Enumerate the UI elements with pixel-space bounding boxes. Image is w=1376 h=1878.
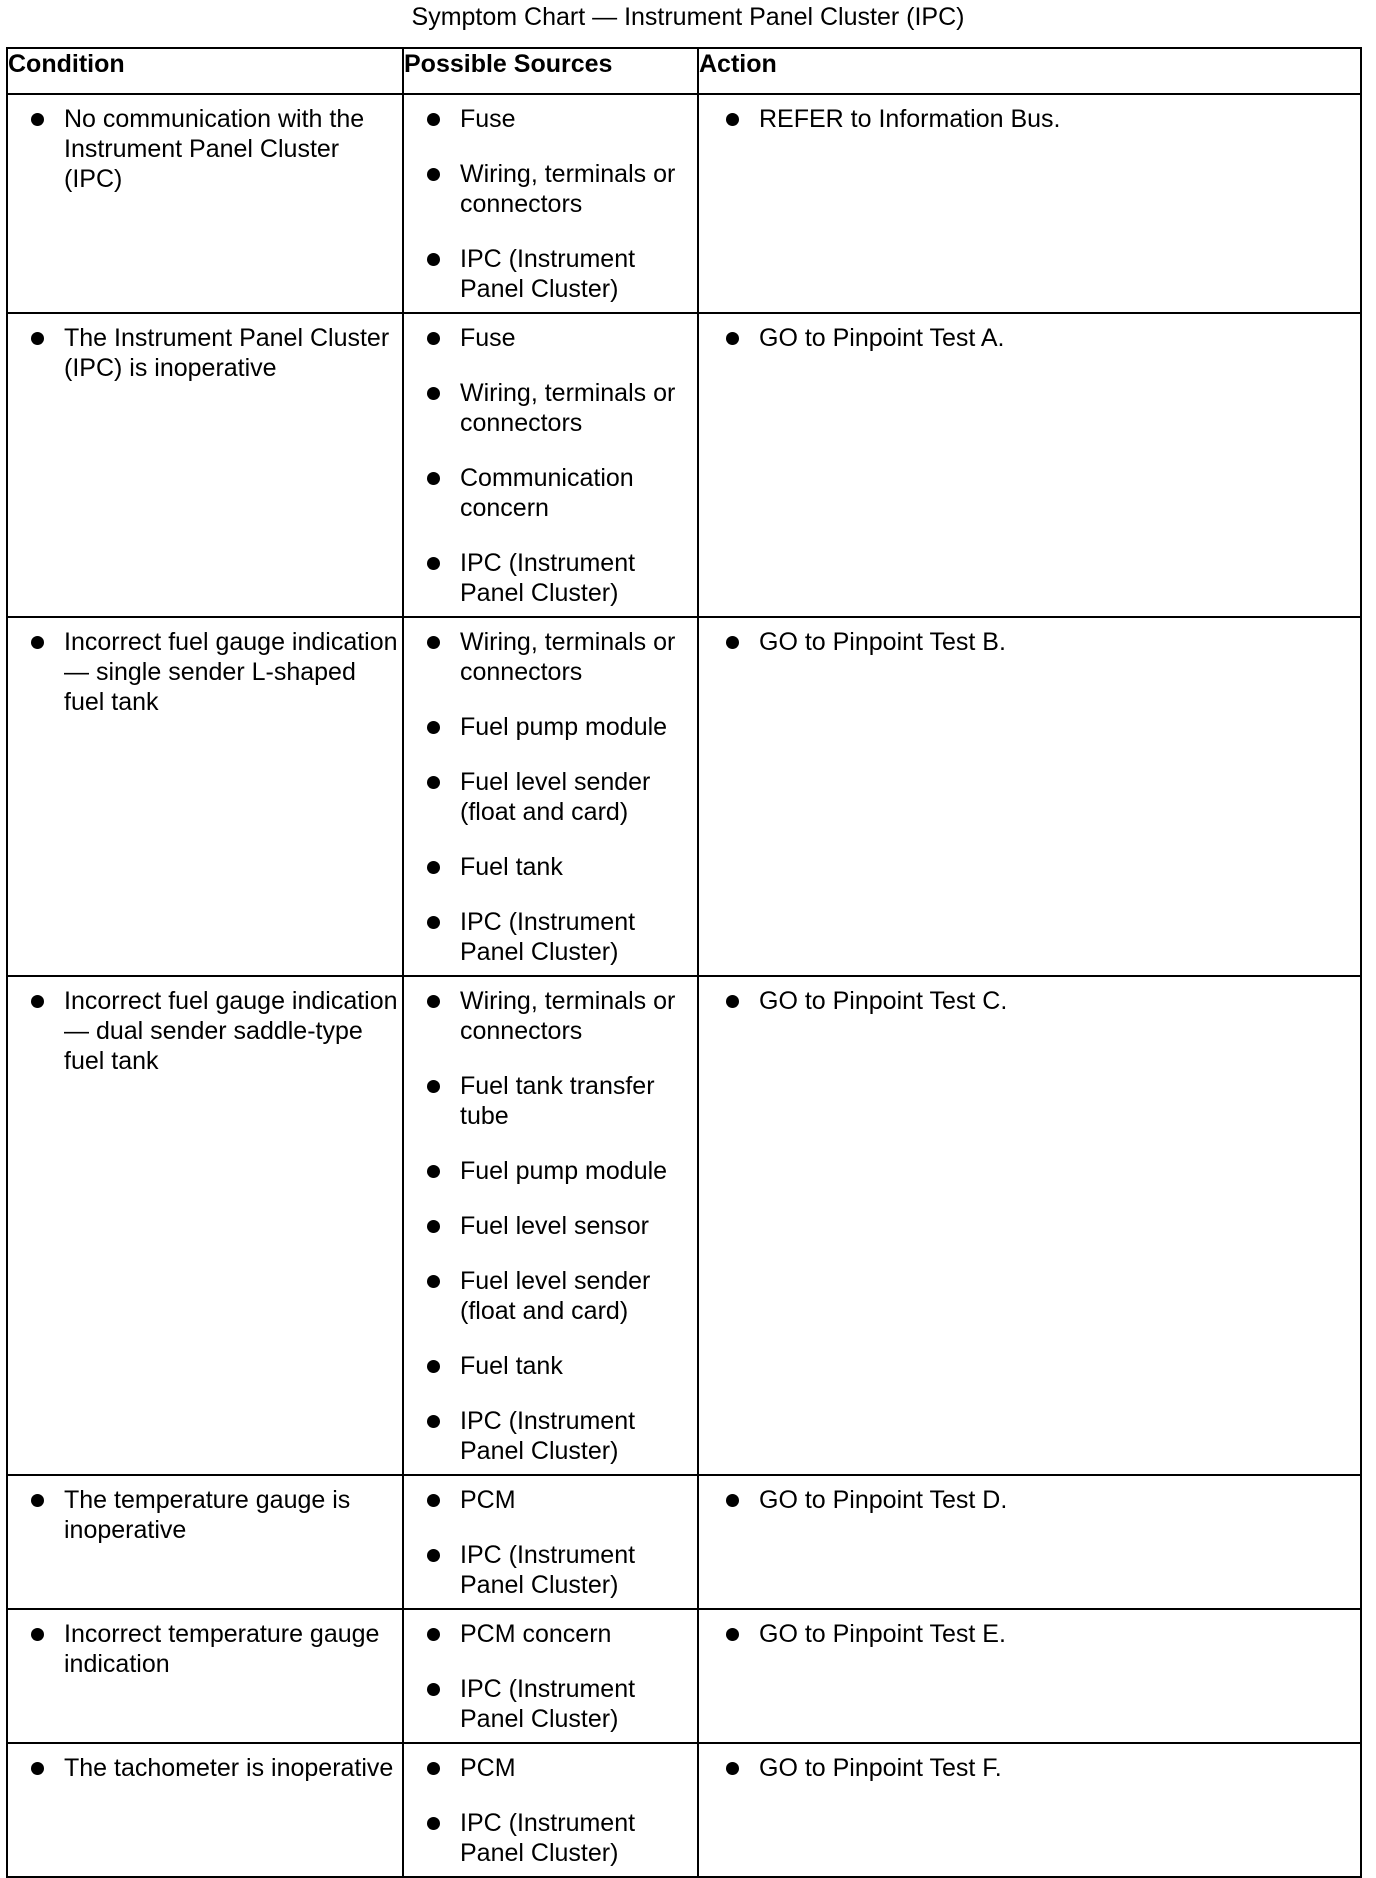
- bullet-icon: [427, 332, 440, 345]
- bullet-list: [404, 314, 697, 608]
- table-row: [7, 313, 1361, 617]
- condition-cell: [7, 313, 403, 617]
- condition-cell: [7, 617, 403, 976]
- list-item-text: Wiring, terminals or connectors: [460, 628, 676, 686]
- bullet-list: [699, 95, 1360, 134]
- bullet-icon: [427, 916, 440, 929]
- list-item: [404, 852, 693, 882]
- bullet-icon: [31, 995, 44, 1008]
- list-item: [404, 378, 693, 438]
- action-cell: [698, 1475, 1361, 1609]
- bullet-icon: [427, 253, 440, 266]
- list-item-text: Fuel pump module: [460, 1157, 668, 1185]
- list-item-text: GO to Pinpoint Test B.: [759, 628, 1006, 656]
- list-item: [404, 159, 693, 219]
- list-item: [404, 1351, 693, 1381]
- list-item-text: Wiring, terminals or connectors: [460, 987, 676, 1045]
- header-possible-sources: Possible Sources: [403, 48, 698, 94]
- bullet-icon: [427, 1275, 440, 1288]
- bullet-icon: [427, 472, 440, 485]
- header-condition: Condition: [7, 48, 403, 94]
- bullet-list: [8, 618, 402, 717]
- list-item: [404, 548, 693, 608]
- list-item: [8, 986, 398, 1076]
- bullet-icon: [726, 636, 739, 649]
- list-item-text: Wiring, terminals or connectors: [460, 379, 676, 437]
- possible-sources-cell: [403, 94, 698, 313]
- list-item-text: GO to Pinpoint Test C.: [759, 987, 1008, 1015]
- list-item: [404, 1808, 693, 1868]
- list-item: [699, 627, 1356, 657]
- action-cell: [698, 1609, 1361, 1743]
- possible-sources-cell: [403, 1609, 698, 1743]
- header-action: Action: [698, 48, 1361, 94]
- bullet-icon: [726, 113, 739, 126]
- bullet-icon: [427, 168, 440, 181]
- bullet-list: [404, 1476, 697, 1600]
- bullet-list: [699, 1476, 1360, 1515]
- bullet-icon: [427, 1165, 440, 1178]
- list-item: [404, 1071, 693, 1131]
- list-item: [8, 323, 398, 383]
- list-item: [404, 767, 693, 827]
- bullet-icon: [427, 776, 440, 789]
- list-item-text: The tachometer is inoperative: [64, 1754, 394, 1782]
- table-row: [7, 617, 1361, 976]
- bullet-icon: [726, 995, 739, 1008]
- bullet-icon: [427, 1415, 440, 1428]
- table-row: [7, 1609, 1361, 1743]
- list-item-text: Fuel tank: [460, 1352, 563, 1380]
- bullet-icon: [427, 721, 440, 734]
- list-item-text: IPC (Instrument Panel Cluster): [460, 549, 636, 607]
- table-row: [7, 1743, 1361, 1877]
- list-item-text: Communication concern: [460, 464, 634, 522]
- bullet-list: [8, 314, 402, 383]
- bullet-icon: [726, 1494, 739, 1507]
- bullet-icon: [427, 1817, 440, 1830]
- list-item-text: IPC (Instrument Panel Cluster): [460, 1809, 636, 1867]
- action-cell: [698, 313, 1361, 617]
- list-item-text: REFER to Information Bus.: [759, 105, 1061, 133]
- bullet-icon: [427, 995, 440, 1008]
- list-item-text: Fuse: [460, 105, 516, 133]
- list-item-text: Fuel level sender (float and card): [460, 1267, 651, 1325]
- bullet-list: [699, 314, 1360, 353]
- bullet-icon: [427, 1360, 440, 1373]
- bullet-list: [8, 1610, 402, 1679]
- list-item-text: Fuel tank: [460, 853, 563, 881]
- list-item-text: PCM: [460, 1486, 516, 1514]
- bullet-icon: [427, 1683, 440, 1696]
- list-item: [404, 627, 693, 687]
- bullet-icon: [427, 113, 440, 126]
- list-item: [699, 986, 1356, 1016]
- bullet-icon: [427, 861, 440, 874]
- list-item-text: Incorrect temperature gauge indication: [64, 1620, 380, 1678]
- list-item: [404, 1266, 693, 1326]
- list-item: [404, 1619, 693, 1649]
- condition-cell: [7, 1609, 403, 1743]
- bullet-icon: [31, 1494, 44, 1507]
- list-item: [699, 1753, 1356, 1783]
- list-item-text: IPC (Instrument Panel Cluster): [460, 245, 636, 303]
- condition-cell: [7, 976, 403, 1475]
- list-item-text: GO to Pinpoint Test D.: [759, 1486, 1008, 1514]
- list-item: [404, 1485, 693, 1515]
- chart-title: Symptom Chart — Instrument Panel Cluster (IPC): [411, 3, 965, 31]
- bullet-list: [404, 1610, 697, 1734]
- list-item: [8, 104, 398, 194]
- bullet-icon: [427, 557, 440, 570]
- bullet-list: [699, 618, 1360, 657]
- bullet-icon: [427, 1080, 440, 1093]
- list-item-text: IPC (Instrument Panel Cluster): [460, 1407, 636, 1465]
- list-item: [404, 244, 693, 304]
- list-item: [404, 1211, 693, 1241]
- possible-sources-cell: [403, 976, 698, 1475]
- list-item: [8, 1753, 398, 1783]
- bullet-icon: [427, 1628, 440, 1641]
- list-item: [404, 1406, 693, 1466]
- action-cell: [698, 94, 1361, 313]
- list-item-text: Fuel level sensor: [460, 1212, 649, 1240]
- bullet-icon: [726, 332, 739, 345]
- bullet-icon: [427, 1549, 440, 1562]
- condition-cell: [7, 1743, 403, 1877]
- list-item-text: GO to Pinpoint Test E.: [759, 1620, 1006, 1648]
- list-item: [8, 1619, 398, 1679]
- list-item-text: PCM concern: [460, 1620, 612, 1648]
- list-item: [699, 1619, 1356, 1649]
- bullet-list: [404, 977, 697, 1466]
- list-item-text: Fuel tank transfer tube: [460, 1072, 655, 1130]
- table-row: [7, 94, 1361, 313]
- list-item-text: GO to Pinpoint Test A.: [759, 324, 1005, 352]
- bullet-icon: [31, 332, 44, 345]
- bullet-icon: [31, 113, 44, 126]
- list-item-text: Incorrect fuel gauge indication— dual sender saddle-type fuel tank: [64, 987, 398, 1075]
- bullet-list: [8, 977, 402, 1076]
- action-cell: [698, 1743, 1361, 1877]
- bullet-list: [699, 1744, 1360, 1783]
- possible-sources-cell: [403, 617, 698, 976]
- symptom-chart-table: [6, 47, 1362, 1878]
- list-item: [8, 627, 398, 717]
- list-item: [699, 323, 1356, 353]
- bullet-icon: [427, 1762, 440, 1775]
- list-item-text: IPC (Instrument Panel Cluster): [460, 908, 636, 966]
- possible-sources-cell: [403, 313, 698, 617]
- bullet-icon: [726, 1628, 739, 1641]
- table-header-row: [7, 48, 1361, 94]
- action-cell: [698, 976, 1361, 1475]
- list-item: [404, 463, 693, 523]
- list-item: [404, 1674, 693, 1734]
- list-item-text: Fuse: [460, 324, 516, 352]
- bullet-icon: [31, 636, 44, 649]
- list-item-text: GO to Pinpoint Test F.: [759, 1754, 1002, 1782]
- list-item: [404, 1540, 693, 1600]
- bullet-list: [8, 1476, 402, 1545]
- list-item-text: No communication with the Instrument Panel Cluster (IPC): [64, 105, 365, 193]
- bullet-list: [8, 1744, 402, 1783]
- bullet-icon: [427, 636, 440, 649]
- list-item-text: Fuel level sender (float and card): [460, 768, 651, 826]
- condition-cell: [7, 1475, 403, 1609]
- possible-sources-cell: [403, 1743, 698, 1877]
- bullet-list: [404, 1744, 697, 1868]
- possible-sources-cell: [403, 1475, 698, 1609]
- list-item: [404, 986, 693, 1046]
- table-row: [7, 1475, 1361, 1609]
- bullet-list: [404, 95, 697, 304]
- list-item-text: Fuel pump module: [460, 713, 668, 741]
- list-item: [8, 1485, 398, 1545]
- list-item: [699, 1485, 1356, 1515]
- bullet-icon: [427, 1220, 440, 1233]
- list-item: [404, 1156, 693, 1186]
- bullet-list: [699, 977, 1360, 1016]
- bullet-icon: [726, 1762, 739, 1775]
- list-item: [404, 907, 693, 967]
- action-cell: [698, 617, 1361, 976]
- list-item-text: Incorrect fuel gauge indication— single sender L-shaped fuel tank: [64, 628, 398, 716]
- bullet-list: [699, 1610, 1360, 1649]
- list-item-text: The Instrument Panel Cluster (IPC) is inoperative: [64, 324, 390, 382]
- condition-cell: [7, 94, 403, 313]
- list-item: [404, 1753, 693, 1783]
- list-item-text: Wiring, terminals or connectors: [460, 160, 676, 218]
- bullet-icon: [427, 1494, 440, 1507]
- bullet-list: [404, 618, 697, 967]
- bullet-icon: [31, 1628, 44, 1641]
- list-item-text: IPC (Instrument Panel Cluster): [460, 1541, 636, 1599]
- table-body: [7, 94, 1361, 1877]
- list-item: [699, 104, 1356, 134]
- list-item-text: The temperature gauge is inoperative: [64, 1486, 351, 1544]
- bullet-icon: [427, 387, 440, 400]
- list-item: [404, 323, 693, 353]
- bullet-list: [8, 95, 402, 194]
- list-item: [404, 712, 693, 742]
- list-item-text: IPC (Instrument Panel Cluster): [460, 1675, 636, 1733]
- bullet-icon: [31, 1762, 44, 1775]
- list-item: [404, 104, 693, 134]
- table-row: [7, 976, 1361, 1475]
- list-item-text: PCM: [460, 1754, 516, 1782]
